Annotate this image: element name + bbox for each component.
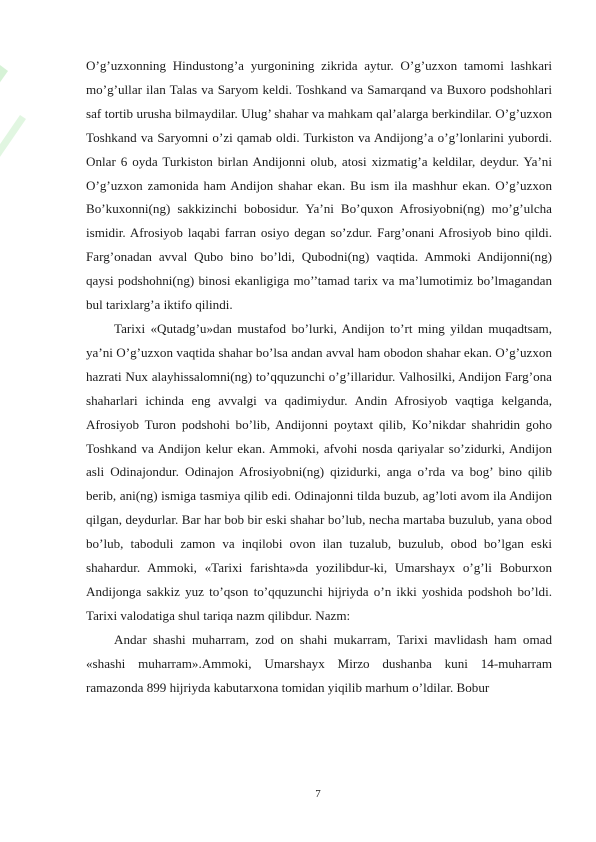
paragraph-3: Andar shashi muharram, zod on shahi mukarram, Tarixi mavlidash ham omad «shashi muharram».Ammoki, Umarshayx Mirzo dushanba kuni 14-muharram ramazonda 899 hijriyda kabutarxona tomidan yiqilib marhum o’ldilar. Bobur <box>86 631 552 695</box>
watermark-icon <box>0 0 26 53</box>
page-number: 7 <box>315 788 321 800</box>
watermark-icon <box>0 65 26 298</box>
paragraph-1: O’g’uzxonning Hindustong’a yurgonining zikrida aytur. O’g’uzxon tamomi lashkari mo’g’ullar ilan Talas va Saryom keldi. Toshkand va Samarqand va Buxoro podshohlari saf tortib urusha bilmaydilar. Ulug’ shahar va mahkam qal’alarga berkindilar. O’g’uzxon Toshkand va Saryomni o’zi qamab oldi. Turkiston va Andijong’a o’g’lonlarini yubordi. Onlar 6 oyda Turkiston birlan Andijonni olub, atosi xizmatig’a keldilar, deydur. Ya’ni O’g’uzxon zamonida ham Andijon shahar ekan. Bu ism ila mashhur ekan. O’g’uzxon Bo’kuxonni(ng) sakkizinchi bobosidur. Ya’ni Bo’quxon Afrosiyobni(ng) mo’g’ulcha ismidir. Afrosiyob laqabi farran osiyo degan so’zdur. Farg’onani Afrosiyob bino qildi. Farg’onadan avval Qubo bino bo’ldi, Qubodni(ng) vaqtida. Ammoki Andijonni(ng) qaysi podshohni(ng) binosi ekanligiga mo’’tamad tarix va ma’lumotimiz bo’lmagandan bul tarixlarg’a iktifo qilindi. <box>86 58 552 313</box>
paragraph-2: Tarixi «Qutadg’u»dan mustafod bo’lurki, Andijon to’rt ming yildan muqadtsam, ya’ni O’g’uzxon vaqtida shahar bo’lsa andan avval ham obodon shahar ekan. O’g’uzxon hazrati Nux alayhissalomni(ng) to’qquzunchi o’g’illaridur. Valhosilki, Andijon Farg’ona shaharlari ichinda eng avvalgi va qadimiydur. Andin Afrosiyob vaqtiga kelganda, Afrosiyob Turon podshohi bo’lib, Andijonni poytaxt qilib, Ko’nikdar shahridin goho Toshkand va Andijon kelur ekan. Ammoki, afvohi nosda qariyalar so’zidurki, Andijon asli Odinajondur. Odinajon Afrosiyobni(ng) qizidurki, anga o’rda va bog’ bino qilib berib, ani(ng) ismiga tasmiya qilib edi. Odinajonni tilda buzub, ag’loti avom ila Andijon qilgan, deydurlar. Bar har bob bir eski shahar bo’lub, necha martaba buzulub, yana obod bo’lub, taboduli zamon va inqilobi ovon ilan tuzalub, buzulub, obod bo’lgan eski shahardur. Ammoki, «Tarixi farishta»da yozilibdur-ki, Umarshayx o’g’li Boburxon Andijonga sakkiz yuz to’qson to’qquzunchi hijriyda o’n ikki yoshida podshoh bo’ldi. Tarixi valodatiga shul tariqa nazm qilibdur. Nazm: <box>86 320 552 623</box>
document-body <box>86 54 552 699</box>
